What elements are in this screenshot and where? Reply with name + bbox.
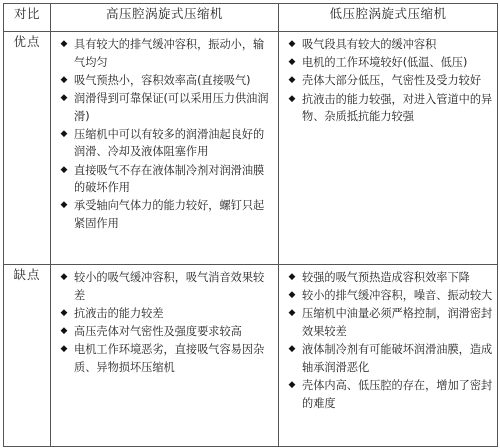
list-item xyxy=(285,54,493,72)
row-label-disadvantages: 缺点 xyxy=(4,265,51,447)
list-item-text: 高压壳体对气密性及强度要求较高 xyxy=(74,324,242,338)
disadvantages-low-list xyxy=(279,265,497,412)
diamond-bullet-icon: ◆ xyxy=(60,272,68,282)
diamond-bullet-icon: ◆ xyxy=(60,164,68,175)
list-item-text: 较强的吸气预热造成容积效率下降 xyxy=(302,271,470,284)
diamond-bullet-icon: ◆ xyxy=(288,344,296,355)
list-item xyxy=(57,36,274,71)
list-item-text: 直接吸气不存在液体制冷剂对润滑油膜的破坏作用 xyxy=(74,163,265,195)
advantages-high-cell xyxy=(51,32,279,265)
list-item-text: 吸气预热小，容积效率高(直接吸气) xyxy=(74,73,251,87)
list-item xyxy=(285,72,493,90)
list-item-text: 压缩机中油量必须严格控制，润滑密封效果较差 xyxy=(302,307,493,338)
diamond-bullet-icon: ◆ xyxy=(60,325,68,336)
diamond-bullet-icon: ◆ xyxy=(288,308,296,319)
diamond-bullet-icon: ◆ xyxy=(60,307,68,318)
list-item xyxy=(285,305,493,340)
header-compare: 对比 xyxy=(4,4,51,32)
diamond-bullet-icon: ◆ xyxy=(288,39,296,49)
list-item-text: 具有较大的排气缓冲容积，振动小，输气均匀 xyxy=(74,38,265,69)
row-label-advantages: 优点 xyxy=(4,32,51,265)
diamond-bullet-icon: ◆ xyxy=(288,379,296,390)
diamond-bullet-icon: ◆ xyxy=(60,39,68,49)
diamond-bullet-icon: ◆ xyxy=(288,75,296,86)
advantages-low-list xyxy=(279,32,497,126)
diamond-bullet-icon: ◆ xyxy=(60,200,68,211)
diamond-bullet-icon: ◆ xyxy=(288,93,296,104)
list-item xyxy=(57,90,274,125)
advantages-row xyxy=(4,32,498,265)
list-item xyxy=(285,91,493,126)
list-item-text: 较小的吸气缓冲容积，吸气消音效果较差 xyxy=(74,271,265,302)
list-item xyxy=(57,197,274,232)
list-item-text: 压缩机中可以有较多的润滑油起良好的润滑、冷却及液体阻塞作用 xyxy=(74,127,265,159)
advantages-low-cell xyxy=(279,32,498,265)
list-item xyxy=(57,162,274,197)
list-item xyxy=(57,269,274,304)
list-item xyxy=(57,305,274,323)
list-item-text: 壳体内高、低压腔的存在，增加了密封的难度 xyxy=(302,378,493,410)
list-item xyxy=(57,341,274,376)
list-item xyxy=(285,341,493,376)
diamond-bullet-icon: ◆ xyxy=(60,344,68,355)
advantages-high-list xyxy=(51,32,278,233)
header-low-pressure: 低压腔涡旋式压缩机 xyxy=(279,4,498,32)
diamond-bullet-icon: ◆ xyxy=(288,272,296,282)
list-item-text: 壳体大部分低压，气密性及受力较好 xyxy=(302,74,482,88)
list-item xyxy=(57,323,274,341)
list-item-text: 电机的工作环境较好(低温、低压) xyxy=(302,56,468,70)
list-item xyxy=(285,287,493,305)
header-row xyxy=(4,4,498,32)
list-item-text: 电机工作环境恶劣，直接吸气容易因杂质、异物损坏压缩机 xyxy=(74,343,265,374)
list-item-text: 液体制冷剂有可能破坏润滑油膜，造成轴承润滑恶化 xyxy=(302,343,493,374)
diamond-bullet-icon: ◆ xyxy=(288,290,296,301)
list-item-text: 润滑得到可靠保证(可以采用压力供油润滑) xyxy=(74,91,269,123)
diamond-bullet-icon: ◆ xyxy=(60,128,68,139)
disadvantages-high-list xyxy=(51,265,278,376)
list-item-text: 承受轴向气体力的能力较好，螺钉只起紧固作用 xyxy=(74,199,265,230)
disadvantages-high-cell xyxy=(51,265,279,447)
list-item xyxy=(285,377,493,412)
compressor-comparison-table xyxy=(3,3,498,447)
list-item-text: 较小的排气缓冲容积，噪音、振动较大 xyxy=(302,289,493,303)
disadvantages-low-cell xyxy=(279,265,498,447)
list-item xyxy=(285,269,493,287)
list-item-text: 吸气段具有较大的缓冲容积 xyxy=(302,38,437,51)
disadvantages-row xyxy=(4,265,498,447)
list-item-text: 抗液击的能力较差 xyxy=(74,306,164,320)
list-item xyxy=(57,126,274,161)
diamond-bullet-icon: ◆ xyxy=(60,92,68,103)
list-item xyxy=(57,72,274,90)
list-item-text: 抗液击的能力较强，对进入管道中的异物、杂质抵抗能力较强 xyxy=(302,92,493,124)
diamond-bullet-icon: ◆ xyxy=(288,57,296,68)
diamond-bullet-icon: ◆ xyxy=(60,74,68,85)
list-item xyxy=(285,36,493,54)
header-high-pressure: 高压腔涡旋式压缩机 xyxy=(51,4,279,32)
